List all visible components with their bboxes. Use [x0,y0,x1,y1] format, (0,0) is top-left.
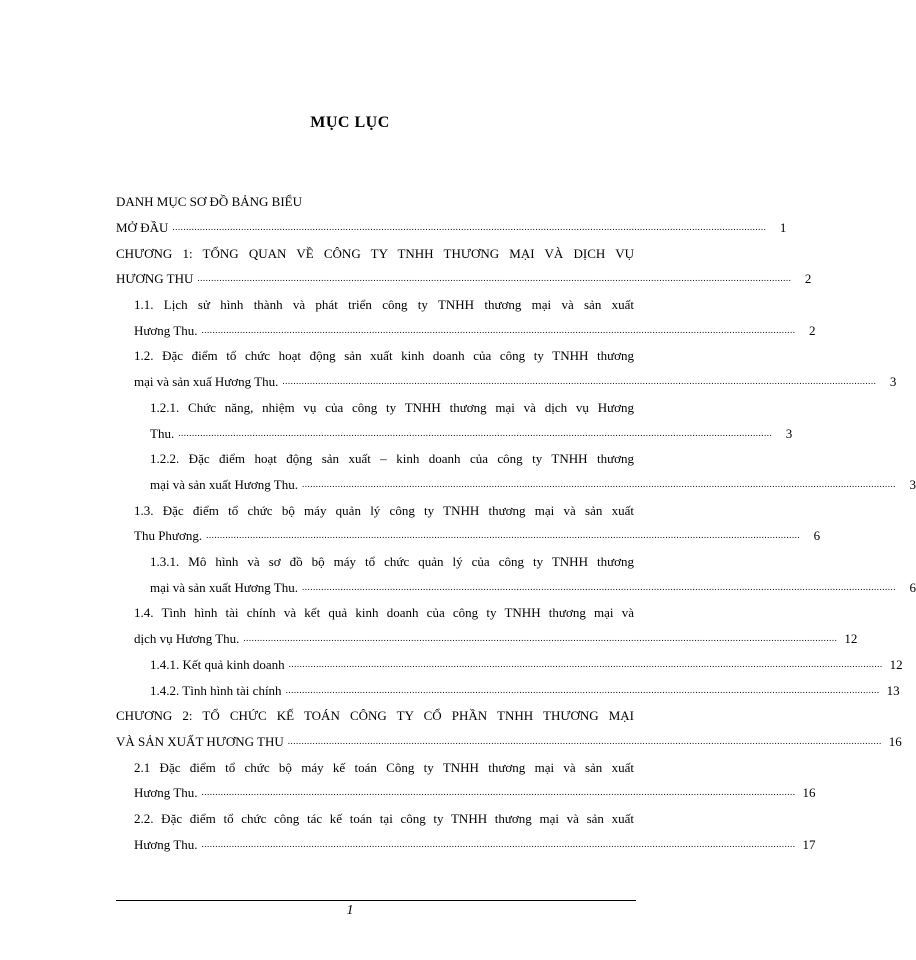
toc-page-number: 6 [813,528,821,543]
toc-page-number: 12 [844,631,858,646]
toc-entry-text: 1.3.1. Mô hình và sơ đồ bộ máy tổ chức quản lý của công ty TNHH thương [150,554,634,569]
toc-leader-dots: ........................................................................................................................................................................................................................ [201,787,796,797]
toc-entry[interactable] [134,784,816,802]
toc-entry[interactable] [150,425,793,443]
toc-entry-text: 1.2.2. Đặc điểm hoạt động sản xuất – kinh doanh của công ty TNHH thương [150,451,634,466]
toc-leader-dots: ........................................................................................................................................................................................................................ [285,685,880,695]
toc-entry[interactable] [134,502,634,520]
toc-entry[interactable] [150,450,634,468]
toc-entry-text: Hương Thu. [134,323,198,338]
toc-leader-dots: ........................................................................................................................................................................................................................ [201,325,796,335]
toc-entry-text: VÀ SẢN XUẤT HƯƠNG THU [116,734,284,749]
toc-leader-dots: ........................................................................................................................................................................................................................ [197,273,792,283]
toc-entry[interactable] [134,810,634,828]
toc-entry-text: 1.4. Tình hình tài chính và kết quả kinh doanh của công ty TNHH thương mại và [134,605,634,620]
toc-leader-dots: ........................................................................................................................................................................................................................ [302,582,896,592]
toc-entry-text: 1.4.2. Tình hình tài chính [150,683,282,698]
toc-leader-dots: ........................................................................................................................................................................................................................ [172,222,767,232]
toc-entry[interactable] [150,579,916,597]
footer-divider [116,900,636,901]
toc-page-number: 2 [804,271,812,286]
toc-entry[interactable] [134,296,634,314]
toc-leader-dots: ........................................................................................................................................................................................................................ [243,633,838,643]
toc-entry[interactable] [116,193,634,211]
toc-page-number: 6 [909,580,916,595]
toc-entry-text: mại và sản xuấ Hương Thu. [134,374,279,389]
toc-page-number: 12 [889,657,903,672]
toc-page-number: 13 [886,683,900,698]
toc-page-number: 3 [889,374,897,389]
toc-entry[interactable] [134,347,634,365]
toc-page-number: 3 [785,426,793,441]
toc-page-number: 17 [802,837,816,852]
toc-entry-text: 1.1. Lịch sử hình thành và phát triển công ty TNHH thương mại và sản xuất [134,297,634,312]
toc-leader-dots: ........................................................................................................................................................................................................................ [287,736,882,746]
toc-leader-dots: ........................................................................................................................................................................................................................ [302,479,896,489]
toc-entry[interactable] [134,322,816,340]
toc-entry-text: CHƯƠNG 2: TỔ CHỨC KẾ TOÁN CÔNG TY CỔ PHẦN TNHH THƯƠNG MẠI [116,708,634,723]
toc-page-number: 3 [909,477,916,492]
toc-leader-dots: ........................................................................................................................................................................................................................ [282,376,877,386]
toc-entry[interactable] [150,553,634,571]
toc-entry[interactable] [134,630,858,648]
toc-entry-text: DANH MỤC SƠ ĐỒ BẢNG BIỂU [116,194,302,209]
toc-entry[interactable] [134,373,897,391]
toc-entry[interactable] [116,733,902,751]
toc-page-number: 16 [802,785,816,800]
toc-entry-text: MỞ ĐẦU [116,220,169,235]
toc-entry-text: dịch vụ Hương Thu. [134,631,240,646]
toc-entry-text: 1.4.1. Kết quả kinh doanh [150,657,285,672]
toc-entry-text: Hương Thu. [134,837,198,852]
toc-entry-text: mại và sản xuất Hương Thu. [150,580,298,595]
toc-entry-text: Thu Phương. [134,528,203,543]
toc-leader-dots: ........................................................................................................................................................................................................................ [201,839,796,849]
toc-entry[interactable] [134,527,821,545]
toc-entry[interactable] [116,245,634,263]
toc-title: MỤC LỤC [310,114,390,131]
toc-entry-text: CHƯƠNG 1: TỔNG QUAN VỀ CÔNG TY TNHH THƯƠNG MẠI VÀ DỊCH VỤ [116,246,634,261]
page-number: 1 [346,903,354,918]
toc-entry[interactable] [134,759,634,777]
toc-page-number: 2 [809,323,816,338]
toc-entry-text: Thu. [150,426,175,441]
toc-entry[interactable] [134,836,816,854]
toc-entry-text: 2.1 Đặc điểm tổ chức bộ máy kế toán Công ty TNHH thương mại và sản xuất [134,760,634,775]
toc-entry-text: 1.2. Đặc điểm tổ chức hoạt động sản xuất kinh doanh của công ty TNHH thương [134,348,634,363]
toc-entry-text: Hương Thu. [134,785,198,800]
toc-leader-dots: ........................................................................................................................................................................................................................ [206,530,801,540]
toc-entry[interactable] [116,270,812,288]
toc-entry[interactable] [150,399,634,417]
toc-page-number: 16 [888,734,902,749]
toc-entry[interactable] [134,604,634,622]
toc-entry-text: 2.2. Đặc điểm tổ chức công tác kế toán tại công ty TNHH thương mại và sản xuất [134,811,634,826]
toc-entry[interactable] [150,682,900,700]
toc-entry-text: 1.3. Đặc điểm tổ chức bộ máy quản lý công ty TNHH thương mại và sản xuất [134,503,634,518]
toc-entry-text: HƯƠNG THU [116,271,194,286]
toc-page-number: 1 [779,220,787,235]
toc-entry[interactable] [116,219,787,237]
toc-entry[interactable] [150,476,916,494]
toc-entry[interactable] [150,656,903,674]
toc-leader-dots: ........................................................................................................................................................................................................................ [178,428,773,438]
toc-entry-text: 1.2.1. Chức năng, nhiệm vụ của công ty TNHH thương mại và dịch vụ Hương [150,400,634,415]
toc-leader-dots: ........................................................................................................................................................................................................................ [288,659,883,669]
toc-entry-text: mại và sản xuất Hương Thu. [150,477,298,492]
toc-entry[interactable] [116,707,634,725]
